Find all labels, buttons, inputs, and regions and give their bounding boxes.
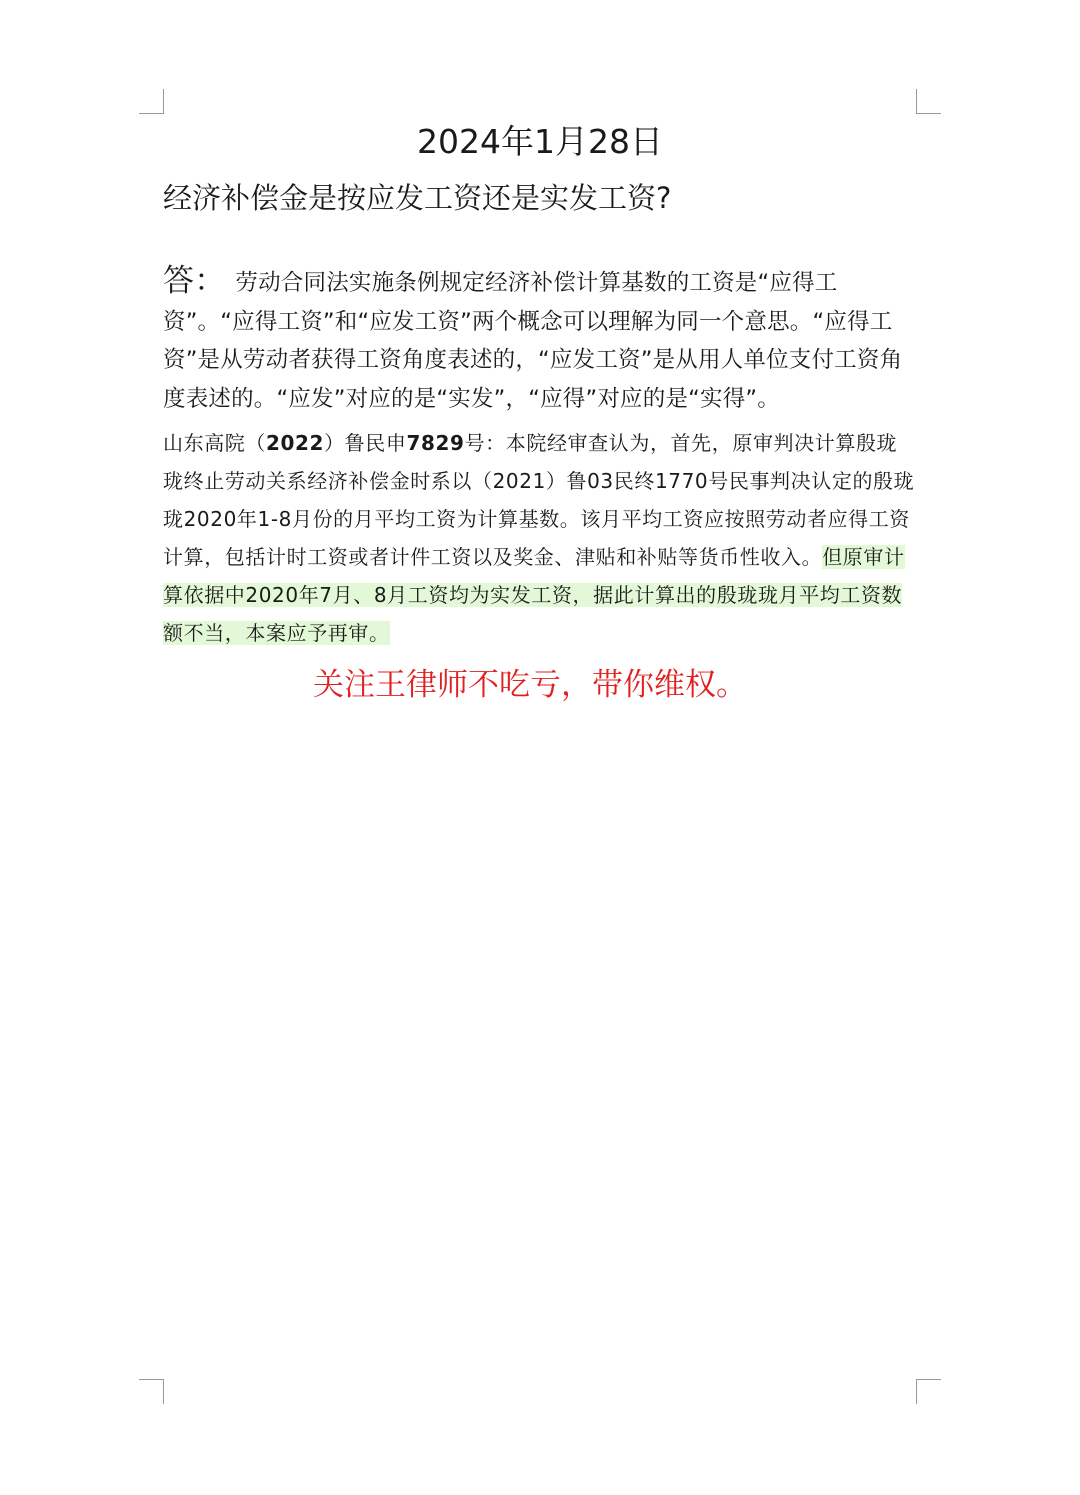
answer-prefix: 答： — [163, 263, 226, 299]
case-mid: ）鲁民申 — [324, 431, 407, 455]
document-date: 2024年1月28日 — [417, 122, 663, 161]
case-year: 2022 — [266, 431, 325, 455]
crop-mark-top-left — [139, 89, 164, 114]
question-heading: 经济补偿金是按应发工资还是实发工资? — [163, 181, 672, 215]
crop-mark-bottom-right — [916, 1379, 941, 1404]
crop-mark-top-right — [916, 89, 941, 114]
answer-paragraph — [163, 262, 915, 418]
crop-mark-bottom-left — [139, 1379, 164, 1404]
promo-text: 关注王律师不吃亏，带你维权。 — [313, 667, 747, 703]
case-highlight: 但原审计算依据中2020年7月、8月工资均为实发工资，据此计算出的殷珑珑月平均工资数额不当，本案应予再审。 — [163, 545, 905, 645]
case-text: 号：本院经审查认为，首先，原审判决计算殷珑珑终止劳动关系经济补偿金时系以（2021）鲁03民终1770号民事判决认定的殷珑珑2020年1-8月份的月平均工资为计算基数。该月平均工资应按照劳动者应得工资计算，包括计时工资或者计件工资以及奖金、津贴和补贴等货币性收入。 — [163, 431, 915, 569]
answer-text: 劳动合同法实施条例规定经济补偿计算基数的工资是“应得工资”。“应得工资”和“应发工资”两个概念可以理解为同一个意思。“应得工资”是从劳动者获得工资角度表述的，“应发工资”是从用人单位支付工资角度表述的。“应发”对应的是“实发”，“应得”对应的是“实得”。 — [163, 270, 903, 412]
case-paragraph — [163, 424, 915, 652]
case-prefix: 山东高院（ — [163, 431, 266, 455]
case-number: 7829 — [406, 431, 465, 455]
